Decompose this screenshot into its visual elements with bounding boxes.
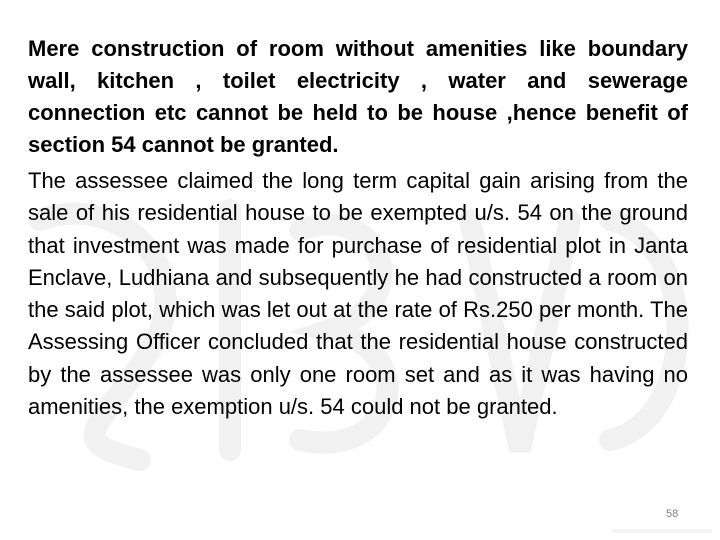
slide-body-paragraph: The assessee claimed the long term capital gain arising from the sale of his residential house to be exempted u/s. 54 on the ground that investment was made for purchase of residential plot in Janta Enclave, Ludhiana and subsequently he had constructed a room on the said plot, which was let out at the rate of Rs.250 per month. The Assessing Officer concluded that the residential house constructed by the assessee was only one room set and as it was having no amenities, the exemption u/s. 54 could not be granted. xyxy=(28,168,688,420)
footer-watermark-text xyxy=(612,528,712,534)
page-number: 58 xyxy=(666,508,679,520)
text-content xyxy=(28,33,688,423)
slide-heading: Mere construction of room without amenities like boundary wall, kitchen , toilet electricity , water and sewerage connection etc cannot be held to be house ,hence benefit of section 54 cannot be granted. xyxy=(28,36,688,157)
